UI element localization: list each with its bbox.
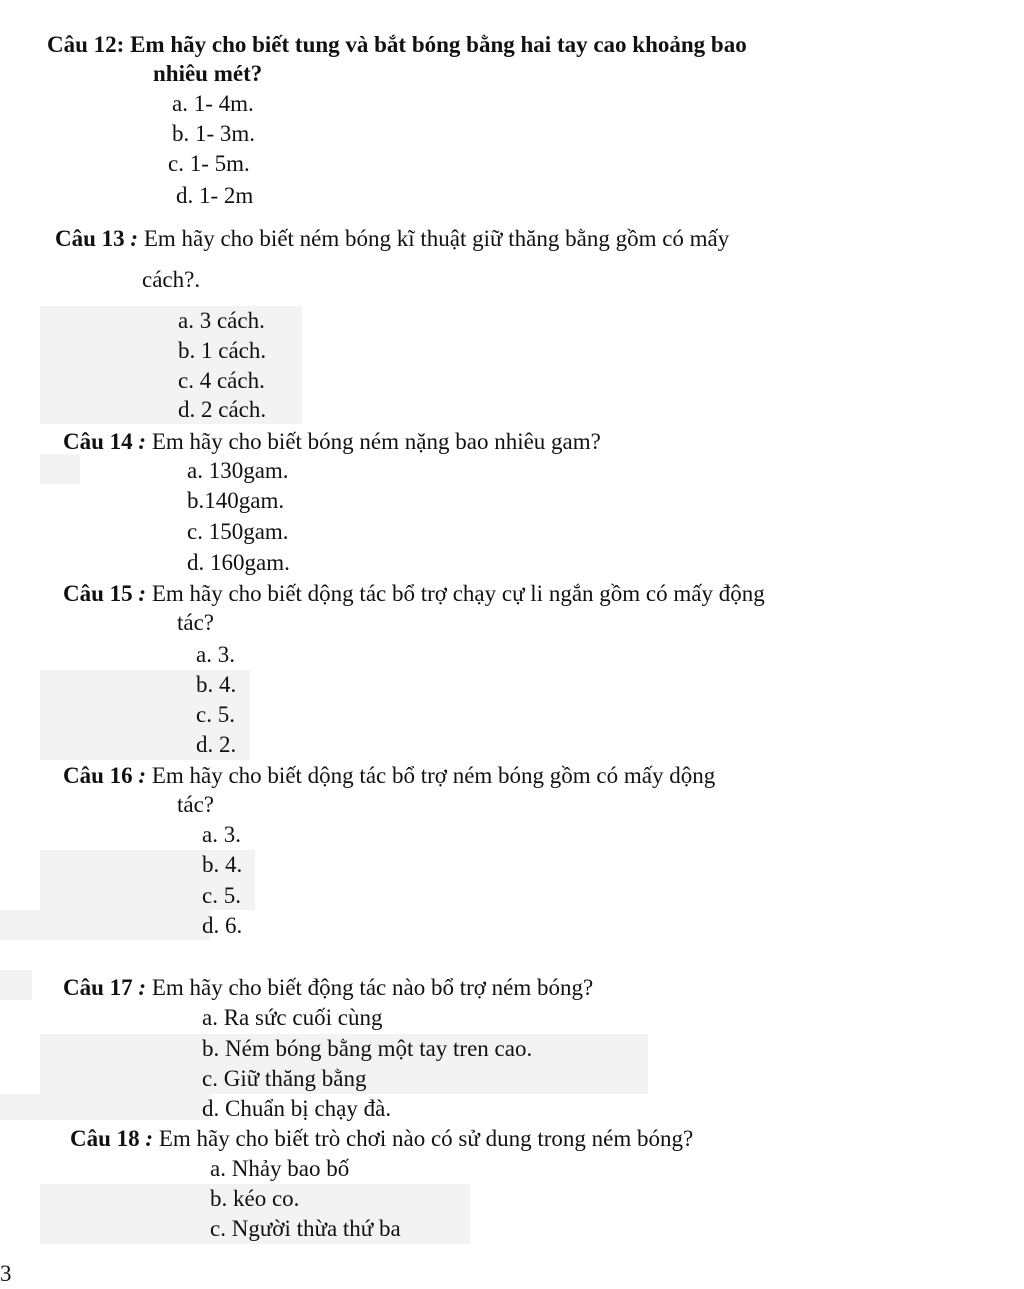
question-12-line-2: nhiêu mét? <box>153 61 263 86</box>
option: d. 160gam. <box>187 550 290 575</box>
option: b. kéo co. <box>210 1186 300 1211</box>
question-colon: : <box>132 763 147 788</box>
option: a. 3. <box>196 642 235 667</box>
option: d. Chuẩn bị chạy đà. <box>202 1096 392 1121</box>
option: b. Ném bóng bằng một tay tren cao. <box>202 1036 533 1061</box>
option: a. 3. <box>202 822 241 847</box>
option: b. 1- 3m. <box>172 121 256 146</box>
scan-shade <box>0 1094 210 1120</box>
question-13-line-1 <box>55 224 729 254</box>
option: d. 2 cách. <box>178 397 267 422</box>
question-17-line-1 <box>63 973 593 1003</box>
question-18-line-1 <box>70 1124 693 1154</box>
question-text: Em hãy cho biết dộng tác bổ trợ chạy cự li ngắn gồm có mấy động <box>146 581 765 606</box>
question-number: Câu 12: <box>47 32 125 57</box>
option: c. 150gam. <box>187 519 289 544</box>
option: d. 2. <box>196 732 237 757</box>
question-12-line-1 <box>47 30 747 60</box>
question-text: Em hãy cho biết tung và bắt bóng bằng hai tay cao khoảng bao <box>130 32 747 57</box>
option: a. 130gam. <box>187 458 289 483</box>
question-number: Câu 13 <box>55 226 125 251</box>
option: d. 1- 2m <box>176 183 254 208</box>
option: a. 1- 4m. <box>172 91 254 116</box>
option: c. 4 cách. <box>178 368 265 393</box>
question-colon: : <box>139 1126 154 1151</box>
option: c. 1- 5m. <box>168 151 250 176</box>
question-colon: : <box>132 975 147 1000</box>
question-text: Em hãy cho biết bóng ném nặng bao nhiêu gam? <box>146 429 601 454</box>
page-number: 3 <box>0 1261 12 1286</box>
question-number: Câu 16 <box>63 763 133 788</box>
question-text: Em hãy cho biết dộng tác bổ trợ ném bóng gồm có mấy dộng <box>146 763 716 788</box>
option: b. 1 cách. <box>178 338 267 363</box>
scan-shade <box>40 454 80 484</box>
option: c. Giữ thăng bằng <box>202 1066 367 1091</box>
option: b. 4. <box>202 852 243 877</box>
option: a. Ra sức cuối cùng <box>202 1005 383 1030</box>
question-15-line-2: tác? <box>177 610 215 635</box>
scan-shade <box>0 970 32 1000</box>
question-text: Em hãy cho biết động tác nào bổ trợ ném bóng? <box>146 975 594 1000</box>
option: c. 5. <box>196 702 235 727</box>
question-number: Câu 18 <box>70 1126 140 1151</box>
question-colon: : <box>132 581 147 606</box>
question-text: Em hãy cho biết trò chơi nào có sử dung trong ném bóng? <box>153 1126 694 1151</box>
option: a. 3 cách. <box>178 308 265 333</box>
question-number: Câu 17 <box>63 975 133 1000</box>
question-colon: : <box>124 226 139 251</box>
question-14-line-1 <box>63 427 601 457</box>
question-colon: : <box>132 429 147 454</box>
question-15-line-1 <box>63 579 765 609</box>
question-number: Câu 14 <box>63 429 133 454</box>
scan-shade <box>0 910 210 940</box>
option: c. 5. <box>202 883 241 908</box>
question-13-line-2: cách?. <box>142 267 201 292</box>
question-16-line-1 <box>63 761 715 791</box>
question-16-line-2: tác? <box>177 792 215 817</box>
question-text: Em hãy cho biết ném bóng kĩ thuật giữ thăng bằng gồm có mấy <box>138 226 730 251</box>
option: a. Nhảy bao bố <box>210 1156 350 1181</box>
option: b.140gam. <box>187 488 285 513</box>
question-number: Câu 15 <box>63 581 133 606</box>
option: b. 4. <box>196 672 237 697</box>
option: d. 6. <box>202 913 243 938</box>
option: c. Người thừa thứ ba <box>210 1216 401 1241</box>
